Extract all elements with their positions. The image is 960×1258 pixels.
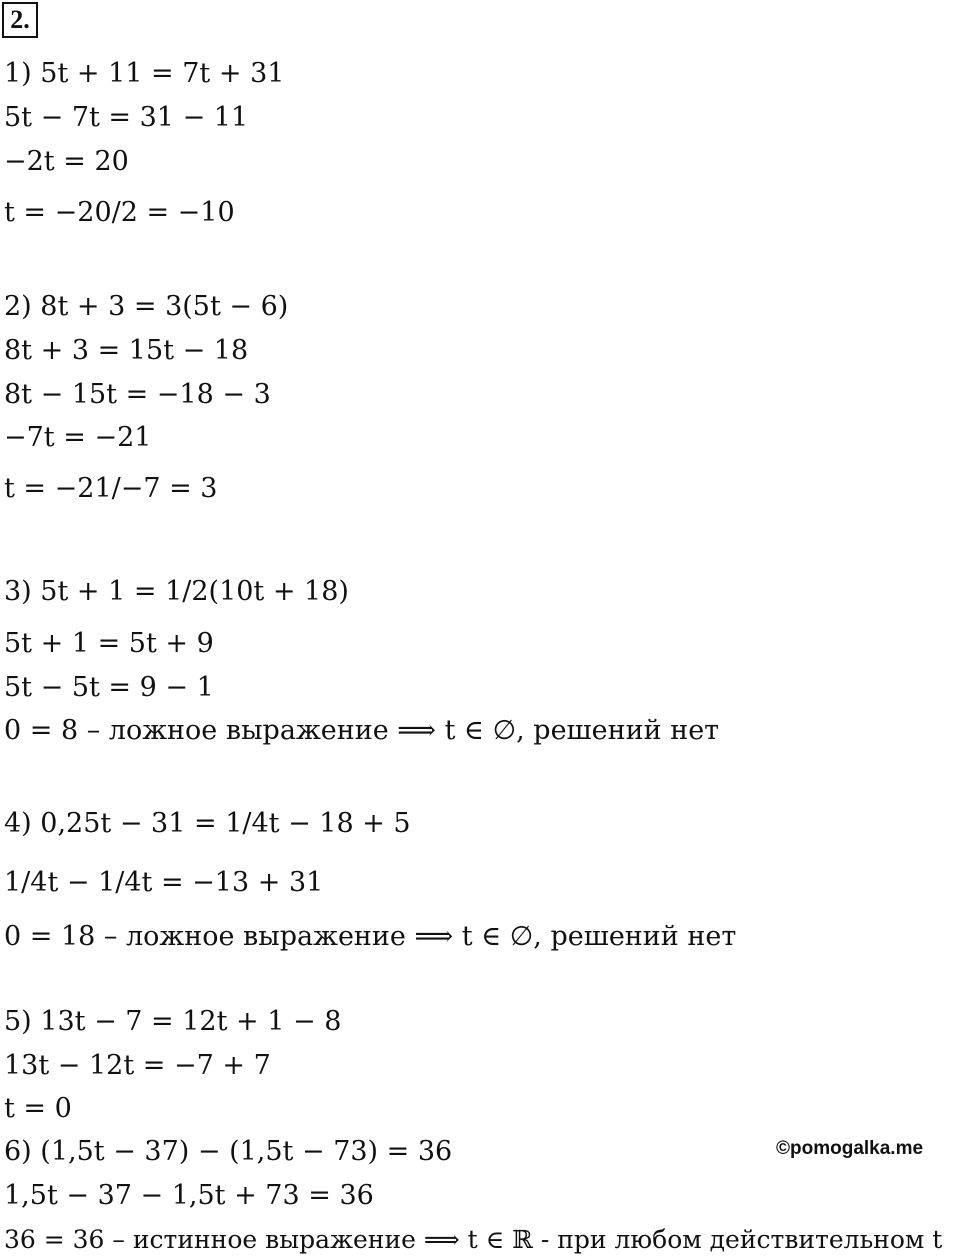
- solution-line: −7t = −21: [4, 422, 152, 453]
- solution-line: 5t − 7t = 31 − 11: [4, 102, 249, 133]
- solution-line: 5t + 1 = 5t + 9: [4, 628, 214, 659]
- solution-line: 13t − 12t = −7 + 7: [4, 1050, 271, 1081]
- task-number: 2.: [2, 2, 38, 38]
- solution-line: 4) 0,25t − 31 = 1/4t − 18 + 5: [4, 808, 411, 839]
- solution-line: 8t − 15t = −18 − 3: [4, 379, 271, 410]
- solution-line: 5t − 5t = 9 − 1: [4, 672, 214, 703]
- solution-line: 0 = 8 – ложное выражение ⟹ t ∈ ∅, решений нет: [4, 715, 720, 746]
- watermark: ©pomogalka.me: [776, 1138, 924, 1159]
- solution-line: 8t + 3 = 15t − 18: [4, 335, 249, 366]
- solution-line: t = 0: [4, 1093, 72, 1124]
- solution-line: 36 = 36 – истинное выражение ⟹ t ∈ ℝ - при любом действительном t: [4, 1225, 943, 1254]
- solution-line: 5) 13t − 7 = 12t + 1 − 8: [4, 1006, 342, 1037]
- solution-line: 1,5t − 37 − 1,5t + 73 = 36: [4, 1180, 374, 1211]
- solution-line: 1/4t − 1/4t = −13 + 31: [4, 867, 324, 898]
- solution-line: 0 = 18 – ложное выражение ⟹ t ∈ ∅, решений нет: [4, 921, 737, 952]
- solution-line: 2) 8t + 3 = 3(5t − 6): [4, 291, 289, 322]
- solution-line: t = −21/−7 = 3: [4, 473, 218, 504]
- solution-line: −2t = 20: [4, 146, 129, 177]
- solution-line: 1) 5t + 11 = 7t + 31: [4, 58, 285, 89]
- solution-line: t = −20/2 = −10: [4, 197, 235, 228]
- solution-line: 3) 5t + 1 = 1/2(10t + 18): [4, 576, 349, 607]
- solution-line: 6) (1,5t − 37) − (1,5t − 73) = 36: [4, 1136, 453, 1167]
